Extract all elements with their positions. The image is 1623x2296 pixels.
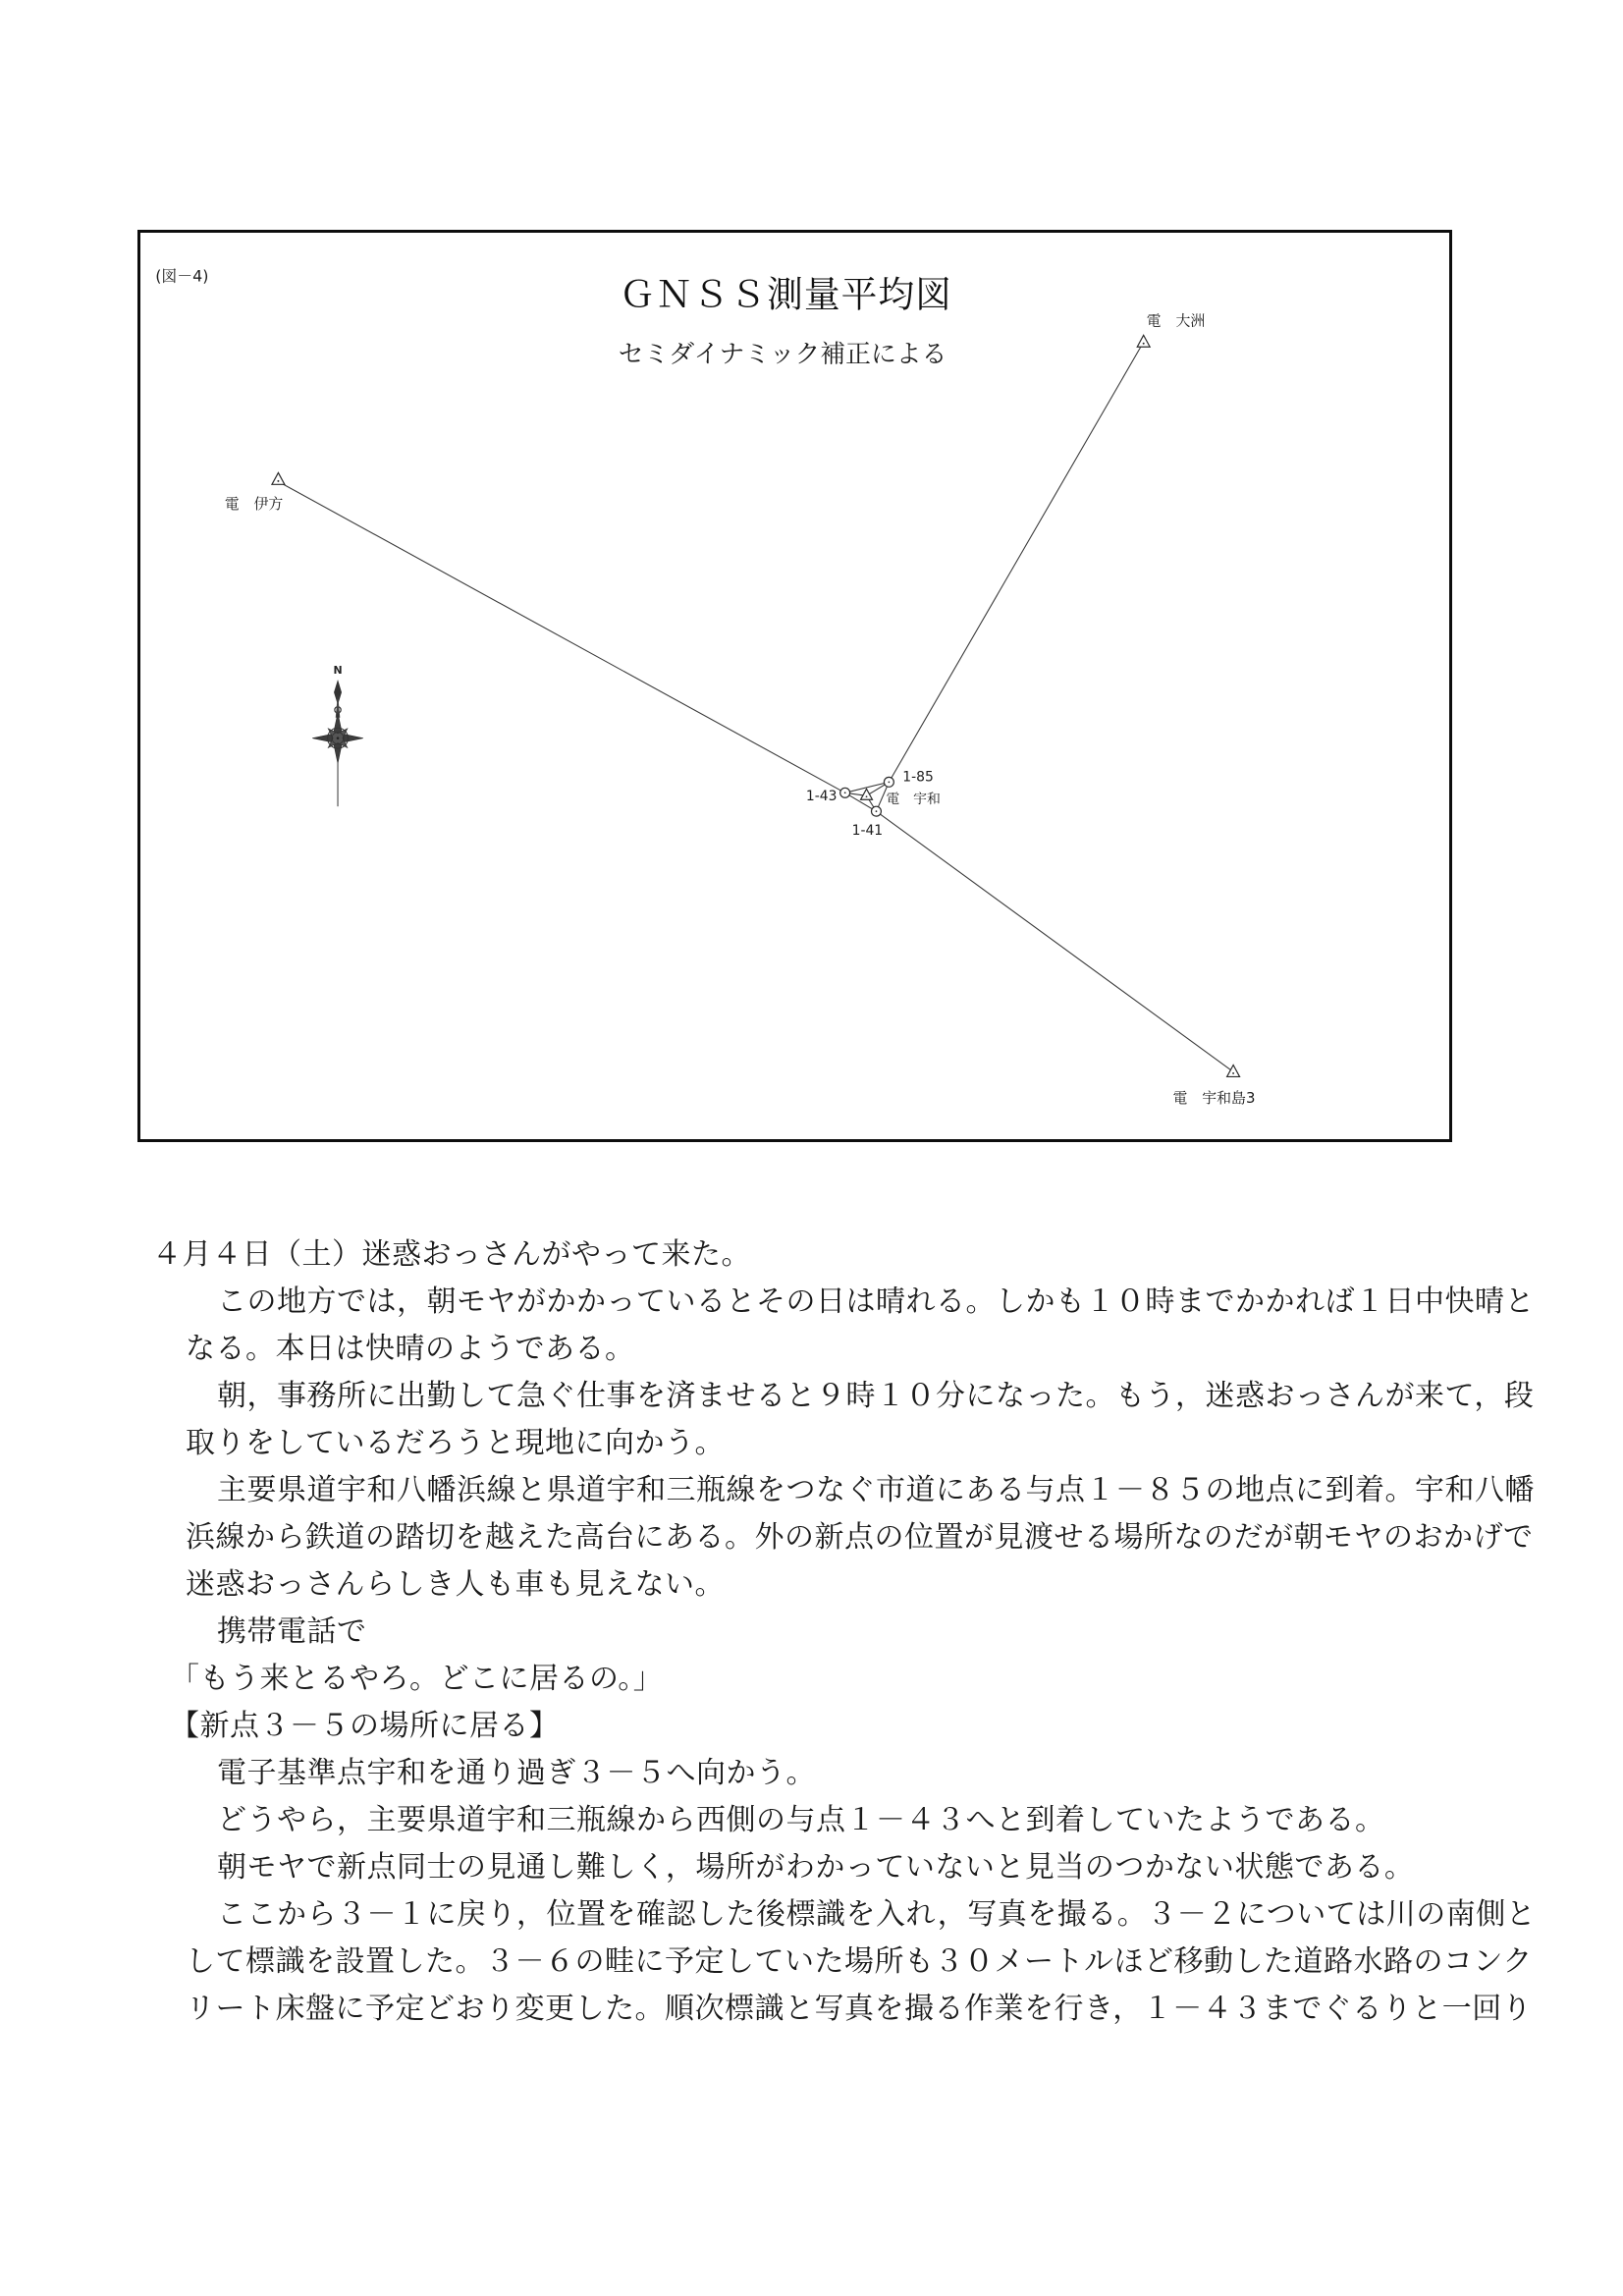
point-label-1-85: 1-85 — [902, 769, 934, 786]
body-line: ４月４日（土）迷惑おっさんがやって来た。 — [152, 1237, 751, 1272]
figure-title: ＧＮＳＳ測量平均図 — [619, 273, 952, 316]
body-line: 浜線から鉄道の踏切を越えた高台にある。外の新点の位置が見渡せる場所なのだが朝モヤのおかげで — [186, 1520, 1534, 1555]
body-line: ここから３－１に戻り，位置を確認した後標識を入れ，写真を撮る。３－２については川の南側と — [217, 1897, 1537, 1932]
station-triangle-ikata — [272, 472, 285, 484]
compass-north-label: N — [333, 664, 343, 678]
point-circle-1-43 — [840, 788, 850, 797]
body-line: 主要県道宇和八幡浜線と県道宇和三瓶線をつなぐ市道にある与点１－８５の地点に到着。宇和八幡 — [217, 1473, 1535, 1507]
point-circle-1-85 — [884, 777, 893, 787]
point-label-1-41: 1-41 — [851, 823, 884, 840]
body-line: この地方では，朝モヤがかかっているとその日は晴れる。しかも１０時までかかれば１日中快晴と — [217, 1285, 1535, 1319]
body-line: なる。本日は快晴のようである。 — [186, 1332, 635, 1366]
station-triangle-uwajima3 — [1227, 1065, 1240, 1076]
body-line: 朝，事務所に出勤して急ぐ仕事を済ませると９時１０分になった。もう，迷惑おっさんが来て，段 — [217, 1379, 1535, 1413]
station-label-uwajima3: 電 宇和島3 — [1172, 1089, 1256, 1108]
body-line: 取りをしているだろうと現地に向かう。 — [186, 1426, 725, 1460]
body-text — [152, 1231, 1546, 2033]
point-circle-1-41 — [871, 806, 881, 816]
body-line: 携帯電話で — [217, 1614, 367, 1649]
station-triangle-uwa — [861, 789, 873, 799]
body-line: リート床盤に予定どおり変更した。順次標識と写真を撮る作業を行き，１－４３までぐるりと一回り — [186, 1992, 1533, 2026]
body-line: 朝モヤで新点同士の見通し難しく，場所がわかっていないと見当のつかない状態である。 — [217, 1850, 1415, 1885]
body-line: 【新点３－５の場所に居る】 — [170, 1709, 560, 1743]
point-label-1-43: 1-43 — [805, 789, 838, 805]
figure-caption: (図－4) — [155, 266, 209, 286]
body-line: 「もう来とるやろ。どこに居るの。」 — [170, 1662, 664, 1696]
figure-subtitle: セミダイナミック補正による — [618, 340, 947, 370]
station-triangle-oozu — [1137, 335, 1150, 347]
station-label-oozu: 電 大洲 — [1146, 311, 1206, 330]
baseline-lines — [278, 342, 1233, 1071]
body-line: して標識を設置した。３－６の畦に予定していた場所も３０メートルほど移動した道路水路のコンク — [186, 1944, 1533, 1979]
compass-rose-icon — [312, 664, 363, 806]
station-label-uwa: 電 宇和 — [886, 792, 941, 808]
station-label-ikata: 電 伊方 — [224, 495, 284, 514]
body-line: 迷惑おっさんらしき人も車も見えない。 — [186, 1567, 725, 1602]
body-line: 電子基準点宇和を通り過ぎ３－５へ向かう。 — [217, 1756, 816, 1790]
gnss-network-diagram — [140, 233, 1449, 1139]
body-line: どうやら，主要県道宇和三瓶線から西側の与点１－４３へと到着していたようである。 — [217, 1803, 1385, 1837]
gnss-figure-box — [137, 230, 1452, 1142]
